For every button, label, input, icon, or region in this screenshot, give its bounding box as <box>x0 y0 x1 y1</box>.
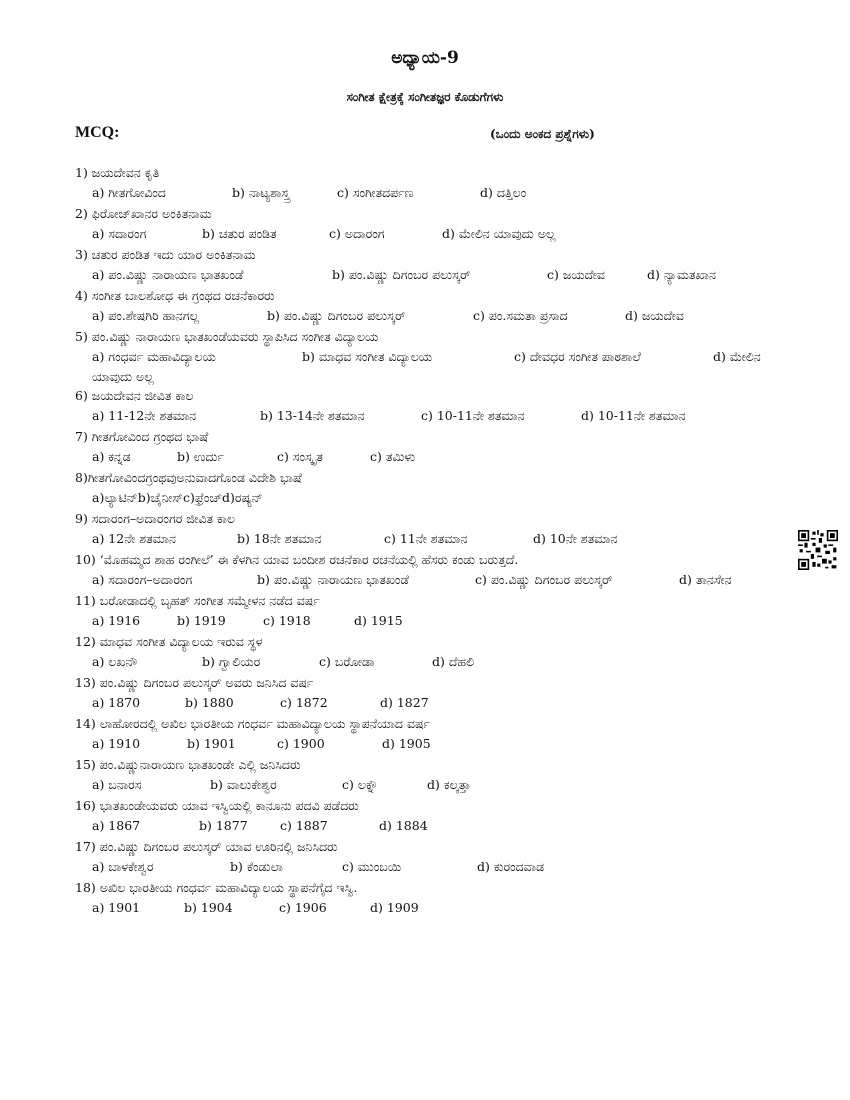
option-row <box>75 897 795 919</box>
question-item <box>75 796 795 837</box>
option-item: d) ಜಯದೇವ <box>625 308 684 323</box>
question-text: 10) ‘ಮೊಹಮ್ಮದ ಶಾಹ ರಂಗೀಲೆ’ ಈ ಕೆಳಗಿನ ಯಾವ ಬಂದೀಶ ರಚನೆಕಾರ ರಚನೆಯಲ್ಲಿ ಹೆಸರು ಕಂಡು ಬರುತ್ತದೆ. <box>75 552 519 567</box>
option-item: d) ಮೇಲಿನ <box>713 349 761 364</box>
option-item: b) ಪಂ.ವಿಷ್ಣು ದಿಗಂಬರ ಪಲುಸ್ಕರ್ <box>267 308 406 323</box>
option-row <box>75 182 795 204</box>
option-item: a) ಗೀತಗೋವಿಂದ <box>92 185 166 200</box>
question-text: 1) ಜಯದೇವನ ಕೃತಿ <box>75 165 160 180</box>
option-item: d) 1827 <box>380 695 429 710</box>
option-item: d) 10ನೇ ಶತಮಾನ <box>533 531 618 546</box>
option-row <box>75 815 795 837</box>
option-item: c) ಪಂ.ವಿಷ್ಣು ದಿಗಂಬರ ಪಲುಸ್ಕರ್ <box>475 572 613 587</box>
option-item: a) ಸದಾರಂಗ <box>92 226 147 241</box>
option-row <box>75 692 795 714</box>
question-list <box>75 163 795 919</box>
question-text: 8)ಗೀತಗೋವಿಂದಗ್ರಂಥವುಅನುವಾದಗೊಂಡ ವಿದೇಶಿ ಭಾಷೆ <box>75 470 302 485</box>
option-row <box>75 774 795 796</box>
option-item: b) ಪಂ.ವಿಷ್ಣು ದಿಗಂಬರ ಪಲುಸ್ಕರ್ <box>332 267 471 282</box>
option-item: c) 1872 <box>280 695 328 710</box>
option-item: a) ಕನ್ನಡ <box>92 449 131 464</box>
option-item: b) ಕೆಂಡುಲಾ <box>230 859 283 874</box>
option-item: b) ಪಂ.ವಿಷ್ಣು ನಾರಾಯಣ ಭಾತಖಂಡೆ <box>257 572 409 587</box>
question-text: 3) ಚತುರ ಪಂಡಿತ ಇದು ಯಾರ ಅಂಕಿತನಾಮ <box>75 247 256 262</box>
option-row <box>75 223 795 245</box>
question-text: 11) ಬರೋಡಾದಲ್ಲಿ ಬೃಹತ್ ಸಂಗೀತ ಸಮ್ಮೇಳನ ನಡೆದ ವರ್ಷ <box>75 593 320 608</box>
option-item: c) ಬರೋಡಾ <box>319 654 375 669</box>
option-continuation: ಯಾವುದು ಅಲ್ಲ <box>92 369 154 384</box>
question-text: 4) ಸಂಗೀತ ಬಾಲಶೋಧ ಈ ಗ್ರಂಥದ ರಚನೆಕಾರರು <box>75 288 275 303</box>
option-item: a) 1901 <box>92 900 141 915</box>
option-row <box>75 651 795 673</box>
option-item: a) ಲಖನೌ <box>92 654 138 669</box>
chapter-subtitle: ಸಂಗೀತ ಕ್ಷೇತ್ರಕ್ಕೆ ಸಂಗೀತಜ್ಞರ ಕೊಡುಗೆಗಳು <box>346 90 504 104</box>
option-item: c) ಲಕ್ನೌ <box>342 777 378 792</box>
question-text: 2) ಫಿರೋಜ್‌ಖಾನರ ಅಂಕಿತನಾಮ <box>75 206 212 221</box>
question-item <box>75 163 795 204</box>
option-item: c) ದೇವಧರ ಸಂಗೀತ ಪಾಠಶಾಲೆ <box>514 349 641 364</box>
option-item: c) 1900 <box>277 736 325 751</box>
option-item: b) 1880 <box>185 695 234 710</box>
option-item: d) 10-11ನೇ ಶತಮಾನ <box>581 408 686 423</box>
option-item: c) ಪಂ.ಸಮತಾ ಪ್ರಸಾದ <box>473 308 568 323</box>
option-item: c) ಸಂಸ್ಕೃತ <box>277 449 323 464</box>
question-item <box>75 550 795 591</box>
option-item: b) 1919 <box>177 613 226 628</box>
mcq-label: MCQ: <box>75 124 120 141</box>
option-item: a) 12ನೇ ಶತಮಾನ <box>92 531 176 546</box>
option-item: b) ಮಾಧವ ಸಂಗೀತ ವಿದ್ಯಾಲಯ <box>302 349 433 364</box>
question-text: 18) ಅಖಿಲ ಭಾರತೀಯ ಗಂಧರ್ವ ಮಹಾವಿದ್ಯಾಲಯ ಸ್ಥಾಪನೆಗೈದ ಇಸ್ವಿ. <box>75 880 358 895</box>
option-item: a) ಬಾಳಕೇಶ್ವರ <box>92 859 154 874</box>
option-item: c) ಅದಾರಂಗ <box>329 226 385 241</box>
option-item: d) 1915 <box>354 613 403 628</box>
option-item: b) ಚತುರ ಪಂಡಿತ <box>202 226 277 241</box>
question-item <box>75 327 795 386</box>
question-text: 15) ಪಂ.ವಿಷ್ಣುನಾರಾಯಣ ಭಾತಖಂಡೇ ಎಲ್ಲಿ ಜನಿಸಿದರು <box>75 757 301 772</box>
question-item <box>75 755 795 796</box>
option-item: a) ಪಂ.ವಿಷ್ಣು ನಾರಾಯಣ ಭಾತಖಂಡೆ <box>92 267 244 282</box>
option-item: a) ಪಂ.ಶೇಷಗಿರಿ ಹಾನಗಲ್ಲ <box>92 308 200 323</box>
option-item: b) ನಾಟ್ಯಶಾಸ್ತ್ರ <box>232 185 290 200</box>
question-item <box>75 509 795 550</box>
option-item: d) 1905 <box>382 736 431 751</box>
option-item: c) 1887 <box>280 818 328 833</box>
option-item: b) 1904 <box>184 900 233 915</box>
question-item <box>75 386 795 427</box>
option-item: d) 1909 <box>370 900 419 915</box>
option-item: a) 1910 <box>92 736 141 751</box>
option-item: c) 10-11ನೇ ಶತಮಾನ <box>421 408 525 423</box>
option-item: a)ಲ್ಯಾಟಿನ್b)ಚೈನೀಸ್c)ಫ್ರೆಂಚ್d)ರಷ್ಯನ್ <box>92 490 263 505</box>
option-item: d) ಮೇಲಿನ ಯಾವುದು ಅಲ್ಲ <box>442 226 556 241</box>
qr-code-icon <box>798 530 838 570</box>
option-item: d) ದತ್ತಿಲಂ <box>480 185 527 200</box>
option-item: b) ವಾಲುಕೇಶ್ವರ <box>210 777 277 792</box>
question-item <box>75 878 795 919</box>
option-row <box>75 528 795 550</box>
question-item <box>75 468 795 509</box>
option-item: d) ಕಲ್ಕತ್ತಾ <box>427 777 471 792</box>
question-item <box>75 204 795 245</box>
option-item: b) 1901 <box>187 736 236 751</box>
option-row <box>75 487 795 509</box>
question-item <box>75 837 795 878</box>
question-item <box>75 591 795 632</box>
option-item: c) 1906 <box>279 900 327 915</box>
option-item: a) ಗಂಧರ್ವ ಮಹಾವಿದ್ಯಾಲಯ <box>92 349 216 364</box>
question-item <box>75 427 795 468</box>
option-item: d) 1884 <box>379 818 428 833</box>
option-item: c) 11ನೇ ಶತಮಾನ <box>384 531 468 546</box>
option-row <box>75 346 795 368</box>
option-row <box>75 569 795 591</box>
option-item: b) ಉರ್ದು <box>177 449 224 464</box>
question-text: 7) ಗೀತಗೋವಿಂದ ಗ್ರಂಥದ ಭಾಷೆ <box>75 429 209 444</box>
option-item: d) ತಾನಸೇನ <box>679 572 732 587</box>
option-item: c) ಜಯದೇವ <box>547 267 605 282</box>
question-text: 5) ಪಂ.ವಿಷ್ಣು ನಾರಾಯಣ ಭಾತಖಂಡೆಯವರು ಸ್ಥಾಪಿಸಿದ ಸಂಗೀತ ವಿದ್ಯಾಲಯ <box>75 329 379 344</box>
question-item <box>75 673 795 714</box>
option-item: a) ಬನಾರಸ <box>92 777 142 792</box>
option-row <box>75 856 795 878</box>
option-item: a) 11-12ನೇ ಶತಮಾನ <box>92 408 197 423</box>
option-row <box>75 446 795 468</box>
option-item: a) 1870 <box>92 695 141 710</box>
option-item: c) ಮುಂಬಯಿ <box>342 859 402 874</box>
option-row <box>75 405 795 427</box>
option-item: c) 1918 <box>263 613 311 628</box>
question-text: 6) ಜಯದೇವನ ಜೀವಿತ ಕಾಲ <box>75 388 194 403</box>
option-item: d) ಕುರಂದವಾಡ <box>477 859 545 874</box>
option-row <box>75 264 795 286</box>
option-row <box>75 610 795 632</box>
question-text: 17) ಪಂ.ವಿಷ್ಣು ದಿಗಂಬರ ಪಲುಸ್ಕರ್ ಯಾವ ಊರಿನಲ್ಲಿ ಜನಿಸಿದರು <box>75 839 338 854</box>
option-item: b) 18ನೇ ಶತಮಾನ <box>237 531 322 546</box>
option-item: b) ಗ್ವಾಲಿಯರ <box>202 654 261 669</box>
option-item: d) ನ್ಯಾಮತಖಾನ <box>647 267 716 282</box>
option-item: a) ಸದಾರಂಗ–ಅದಾರಂಗ <box>92 572 193 587</box>
marks-label: (ಒಂದು ಅಂಕದ ಪ್ರಶ್ನೆಗಳು) <box>490 127 595 141</box>
option-item: c) ಸಂಗೀತದರ್ಪಣ <box>337 185 414 200</box>
option-item: b) 1877 <box>199 818 248 833</box>
question-text: 14) ಲಾಹೋರದಲ್ಲಿ ಅಖಿಲ ಭಾರತೀಯ ಗಂಧರ್ವ ಮಹಾವಿದ್ಯಾಲಯ ಸ್ಥಾಪನೆಯಾದ ವರ್ಷ <box>75 716 430 731</box>
option-row <box>75 733 795 755</box>
question-item <box>75 245 795 286</box>
question-text: 13) ಪಂ.ವಿಷ್ಣು ದಿಗಂಬರ ಪಲುಸ್ಕರ್ ಅವರು ಜನಿಸಿದ ವರ್ಷ <box>75 675 314 690</box>
option-item: d) ದೆಹಲಿ <box>432 654 475 669</box>
option-item: a) 1916 <box>92 613 141 628</box>
question-text: 9) ಸದಾರಂಗ–ಅದಾರಂಗರ ಜೀವಿತ ಕಾಲ <box>75 511 236 526</box>
question-item <box>75 286 795 327</box>
question-text: 12) ಮಾಧವ ಸಂಗೀತ ವಿದ್ಯಾಲಯ ಇರುವ ಸ್ಥಳ <box>75 634 263 649</box>
option-row <box>75 305 795 327</box>
option-item: b) 13-14ನೇ ಶತಮಾನ <box>260 408 365 423</box>
option-item: a) 1867 <box>92 818 141 833</box>
option-item: c) ತಮಿಳು <box>370 449 416 464</box>
question-item <box>75 632 795 673</box>
question-text: 16) ಭಾತಖಂಡೇಯವರು ಯಾವ ಇಸ್ವಿಯಲ್ಲಿ ಕಾನೂನು ಪದವಿ ಪಡೆದರು <box>75 798 359 813</box>
question-item <box>75 714 795 755</box>
chapter-title: ಅಧ್ಯಾಯ-9 <box>391 48 459 68</box>
